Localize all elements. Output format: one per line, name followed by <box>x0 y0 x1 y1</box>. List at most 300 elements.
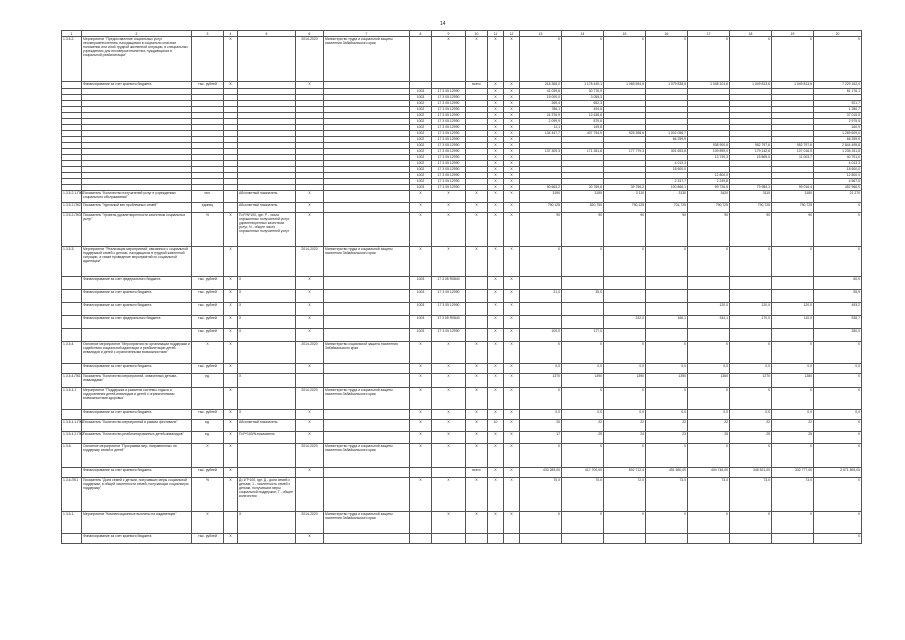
table-row <box>62 468 862 478</box>
table-cell: 4 567,5 <box>814 179 862 185</box>
table-cell: Х <box>488 161 504 167</box>
table-cell: Х <box>488 89 504 95</box>
table-cell: Х <box>520 342 562 364</box>
table-cell: 451 650,00 <box>646 468 688 478</box>
table-cell: 1 269 609,0 <box>814 131 862 137</box>
table-cell: тыс. рублей <box>192 277 224 290</box>
table-cell: 120,0 <box>688 303 730 316</box>
table-cell: 1 002 056,7 <box>646 131 688 137</box>
table-cell: Х <box>772 444 814 468</box>
table-cell: Показатель "Количество реабилитированных детей-инвалидов" <box>82 432 192 444</box>
table-cell: 1.3.6-ПК1 <box>62 478 82 512</box>
table-cell: 1002 <box>410 119 432 125</box>
table-cell: 280,0 <box>814 329 862 342</box>
table-cell: % <box>192 213 224 247</box>
table-cell: 2014-2020 <box>296 512 324 534</box>
table-cell: Х <box>646 512 688 534</box>
table-cell: 493,2 <box>814 303 862 316</box>
table-cell: 17 3 05 12990 <box>432 155 466 161</box>
table-cell: Х <box>488 213 504 247</box>
table-cell: Показатель "Удельный вес проблемных семей" <box>82 203 192 213</box>
table-cell: Х <box>814 203 862 213</box>
table-cell: 134 447,7 <box>520 131 562 137</box>
table-cell: Х <box>504 113 520 119</box>
column-number: 2 <box>82 31 192 37</box>
table-cell <box>296 478 324 512</box>
table-cell: Х <box>296 534 324 544</box>
table-cell: 301 693,8 <box>646 149 688 155</box>
table-cell: 1.3.6.1. <box>62 512 82 534</box>
table-cell <box>772 329 814 342</box>
table-cell <box>62 316 82 329</box>
table-cell: Х <box>504 277 520 290</box>
table-cell: Х <box>410 342 432 364</box>
table-cell: 17 3 05 12990 <box>432 329 466 342</box>
table-cell: Министерство труда и социальной защиты населения Забайкальского края <box>324 512 410 534</box>
table-cell: Х <box>504 512 520 534</box>
table-cell: Х <box>296 213 324 247</box>
table-cell: 0,0 <box>646 364 688 374</box>
table-cell: 938 900,6 <box>688 143 730 149</box>
column-number: 8 <box>410 31 432 37</box>
table-cell: 120,0 <box>730 303 772 316</box>
table-cell <box>62 410 82 420</box>
table-cell <box>224 191 238 203</box>
table-cell <box>646 534 688 544</box>
table-cell: Х <box>488 303 504 316</box>
table-cell: 3110 <box>730 191 772 203</box>
table-cell: Х <box>238 303 296 316</box>
table-cell: 0,0 <box>604 364 646 374</box>
table-cell <box>62 329 82 342</box>
table-cell: 18 600,0 <box>814 167 862 173</box>
table-cell: 0,0 <box>772 410 814 420</box>
table-cell: 110,0 <box>772 316 814 329</box>
table-cell: Х <box>504 374 520 388</box>
table-cell: 0,0 <box>562 364 604 374</box>
table-cell: 1002 <box>410 179 432 185</box>
table-cell: Х <box>562 512 604 534</box>
table-cell: 1002 <box>410 167 432 173</box>
table-cell: Х <box>504 468 520 478</box>
table-cell: Х <box>224 277 238 290</box>
column-number: 10 <box>466 31 488 37</box>
table-cell: Финансирование за счет краевого бюджета <box>82 290 192 303</box>
table-cell: Х <box>466 247 488 277</box>
table-cell: 177,0 <box>562 329 604 342</box>
table-cell: Х <box>296 316 324 329</box>
table-cell: Х <box>520 37 562 82</box>
table-row <box>62 420 862 432</box>
table-cell: 1360 <box>688 374 730 388</box>
table-cell: Х <box>646 444 688 468</box>
table-cell <box>562 277 604 290</box>
table-cell: 3150 <box>562 191 604 203</box>
table-cell: 24 376,9 <box>520 113 562 119</box>
table-cell: 0,0 <box>646 410 688 420</box>
table-row <box>62 444 862 468</box>
table-cell: Х <box>296 364 324 374</box>
table-cell: Х <box>488 173 504 179</box>
table-cell: 66 259,9 <box>814 137 862 143</box>
table-cell: 1003 <box>410 185 432 191</box>
table-cell: 22 <box>772 420 814 432</box>
table-cell: 2014-2020 <box>296 247 324 277</box>
table-cell: Показатель "Уровень удовлетворенности качеством социальных услуг" <box>82 213 192 247</box>
table-cell: Х <box>520 247 562 277</box>
table-cell: 1370 <box>520 374 562 388</box>
column-number: 13 <box>520 31 562 37</box>
table-cell: Х <box>488 137 504 143</box>
table-cell <box>730 534 772 544</box>
table-cell <box>238 37 296 82</box>
table-cell: 18 600,0 <box>646 167 688 173</box>
table-cell: 90 <box>520 213 562 247</box>
table-cell: 952 797,6 <box>730 143 772 149</box>
table-cell: 22 <box>688 420 730 432</box>
table-cell: Х <box>604 37 646 82</box>
table-cell: Х <box>504 432 520 444</box>
table-cell <box>520 303 562 316</box>
table-cell: Мероприятие "Компенсационные выплаты на иждивенцев" <box>82 512 192 534</box>
table-cell: 2 099,9 <box>520 119 562 125</box>
table-cell: 120,0 <box>772 303 814 316</box>
table-cell <box>238 388 296 410</box>
table-cell <box>324 82 410 89</box>
table-cell: 433 283,00 <box>520 468 562 478</box>
table-cell: Х <box>432 247 466 277</box>
table-cell: 502 712,4 <box>604 468 646 478</box>
column-number: 14 <box>562 31 604 37</box>
table-cell <box>192 388 224 410</box>
table-cell: Х <box>192 512 224 534</box>
table-cell: 786,1 <box>520 107 562 113</box>
table-cell: Х <box>504 342 520 364</box>
table-cell: Министерство труда и социальной защиты населения Забайкальского края <box>324 247 410 277</box>
table-cell: Х <box>504 290 520 303</box>
table-cell: 1003 <box>410 89 432 95</box>
table-cell: Х <box>410 444 432 468</box>
table-cell: Х <box>488 101 504 107</box>
table-cell: Х <box>504 131 520 137</box>
table-cell <box>688 277 730 290</box>
table-cell: Х <box>410 247 432 277</box>
table-cell: 3130 <box>646 191 688 203</box>
table-cell: Х <box>504 95 520 101</box>
table-cell: Основное мероприятие "Программа мер, направленных на поддержку семей и детей" <box>82 444 192 468</box>
table-cell: Х <box>296 277 324 290</box>
table-cell: Х <box>730 444 772 468</box>
table-cell <box>646 290 688 303</box>
table-cell: Х <box>488 512 504 534</box>
table-row <box>62 374 862 388</box>
table-cell: 17 3 05 12990 <box>432 131 466 137</box>
table-cell: 100 866,1 <box>646 185 688 191</box>
table-cell <box>488 534 504 544</box>
table-cell: Х <box>504 161 520 167</box>
table-cell: Х <box>410 203 432 213</box>
table-cell: Х <box>504 89 520 95</box>
table-cell <box>432 534 466 544</box>
table-cell: Х <box>562 247 604 277</box>
budget-table-sheet <box>61 30 860 588</box>
table-cell: Х <box>488 432 504 444</box>
table-row <box>62 82 862 89</box>
table-cell: 37 015,5 <box>814 113 862 119</box>
table-cell: 90 <box>604 213 646 247</box>
table-cell: Х <box>466 364 488 374</box>
table-cell: чел. <box>192 191 224 203</box>
table-cell: Х <box>504 173 520 179</box>
column-number: 5 <box>238 31 296 37</box>
table-cell: Х <box>432 191 466 203</box>
table-cell: 17 <box>520 432 562 444</box>
table-row <box>62 534 862 544</box>
table-cell: 0,0 <box>730 410 772 420</box>
table-cell: Х <box>504 37 520 82</box>
table-cell: Х <box>488 107 504 113</box>
table-cell: Х <box>488 149 504 155</box>
table-cell: Основное мероприятие "Мероприятия по организации поддержки и содействию социальной адаптации и реабилитации детей-инвалидов и детей с ограниченными возможностями" <box>82 342 192 364</box>
table-cell: 15 869,0 <box>730 155 772 161</box>
table-cell: Х <box>488 185 504 191</box>
table-cell: 17 3 05 12990 <box>432 107 466 113</box>
table-cell: Х <box>432 410 466 420</box>
table-cell: Х <box>488 478 504 512</box>
table-cell: Х <box>224 420 238 432</box>
table-cell: 2014-2020 <box>296 342 324 364</box>
table-cell: Х <box>772 342 814 364</box>
table-row <box>62 512 862 534</box>
table-cell: Х <box>772 247 814 277</box>
table-cell: Х <box>488 329 504 342</box>
table-cell <box>324 290 410 303</box>
table-row <box>62 277 862 290</box>
table-cell: 90 <box>562 213 604 247</box>
table-cell: Х <box>488 444 504 468</box>
table-cell: 17 3 05 12990 <box>432 125 466 131</box>
table-cell: Х <box>504 410 520 420</box>
table-cell: 3190 <box>520 191 562 203</box>
table-cell: 11 003,7 <box>772 155 814 161</box>
table-cell: Х <box>730 512 772 534</box>
table-cell: 1.3.5.2-ПК3 <box>62 213 82 247</box>
table-cell <box>192 37 224 82</box>
table-cell: Х <box>466 478 488 512</box>
table-cell: 417 700,00 <box>562 468 604 478</box>
table-cell: 0,0 <box>520 364 562 374</box>
table-cell: 99 016,4 <box>772 185 814 191</box>
table-cell: Х <box>814 420 862 432</box>
table-cell <box>62 290 82 303</box>
table-cell <box>520 277 562 290</box>
table-cell <box>238 364 296 374</box>
table-cell: Х <box>224 82 238 89</box>
table-cell <box>410 37 432 82</box>
table-cell: всего <box>466 82 488 89</box>
table-cell: 90 <box>646 213 688 247</box>
table-cell: Х <box>504 107 520 113</box>
table-cell: Х <box>432 203 466 213</box>
table-cell: 177 779,3 <box>604 149 646 155</box>
table-cell: Х <box>488 410 504 420</box>
table-cell: Х <box>192 342 224 364</box>
table-cell: 179 142,6 <box>730 149 772 155</box>
table-cell <box>324 277 410 290</box>
table-cell: 25 <box>688 432 730 444</box>
table-cell: Х <box>224 364 238 374</box>
table-cell: 73,0 <box>646 478 688 512</box>
table-cell: 404 746,00 <box>688 468 730 478</box>
table-cell <box>224 512 238 534</box>
table-cell: Х <box>730 342 772 364</box>
table-cell <box>324 420 410 432</box>
table-cell: Х <box>772 388 814 410</box>
table-cell: тыс. рублей <box>192 316 224 329</box>
table-cell: 17 3 05 12990 <box>432 161 466 167</box>
table-cell: 17 3 05 12990 <box>432 143 466 149</box>
table-cell: Финансирование за счет федерального бюджета <box>82 277 192 290</box>
table-cell: Х <box>488 167 504 173</box>
table-cell: Х <box>646 247 688 277</box>
table-cell <box>604 534 646 544</box>
table-cell: Мероприятие "Реализация мероприятий, связанных с социальной поддержкой семей с детьми, находящихся в трудной жизненной ситуации, а также проведение мероприятий по социальной адаптации" <box>82 247 192 277</box>
table-cell: Х <box>296 420 324 432</box>
table-cell: 790,125 <box>520 203 562 213</box>
table-cell: % <box>192 478 224 512</box>
table-cell: 701,725 <box>646 203 688 213</box>
table-cell: Х <box>730 247 772 277</box>
table-cell: Х <box>432 37 466 82</box>
table-cell: Х <box>504 101 520 107</box>
table-cell: 0,0 <box>520 410 562 420</box>
table-cell <box>324 374 410 388</box>
table-cell: Х <box>688 37 730 82</box>
page-number: 14 <box>440 21 446 27</box>
table-cell: 17 3 05 12990 <box>432 119 466 125</box>
table-cell: Х <box>730 37 772 82</box>
table-cell: ед. <box>192 420 224 432</box>
table-cell <box>466 329 488 342</box>
table-cell <box>688 329 730 342</box>
table-cell: Х <box>432 420 466 432</box>
table-cell: Х <box>432 342 466 364</box>
table-cell: Х <box>488 316 504 329</box>
table-cell: 232,0 <box>604 316 646 329</box>
table-row <box>62 388 862 410</box>
table-cell: Финансирование за счет краевого бюджета <box>82 364 192 374</box>
table-cell <box>604 303 646 316</box>
table-cell: Х <box>504 179 520 185</box>
table-cell: 17 3 05 12990 <box>432 179 466 185</box>
column-number: 18 <box>730 31 772 37</box>
table-cell: 73,0 <box>688 478 730 512</box>
table-cell: Х <box>504 119 520 125</box>
table-cell: 1 178 445,1 <box>562 82 604 89</box>
table-cell: Х <box>772 512 814 534</box>
table-cell <box>466 303 488 316</box>
table-cell <box>62 277 82 290</box>
table-cell <box>432 468 466 478</box>
table-cell: тыс. рублей <box>192 303 224 316</box>
table-cell: 20 <box>520 420 562 432</box>
column-number: 7 <box>324 31 410 37</box>
table-cell: 1002 <box>410 101 432 107</box>
table-cell: Х <box>604 512 646 534</box>
table-cell: 107 016,0 <box>772 149 814 155</box>
table-cell: Х <box>432 478 466 512</box>
table-cell: Х <box>688 247 730 277</box>
table-cell: Х <box>488 131 504 137</box>
table-cell: Х <box>814 534 862 544</box>
table-cell: 73,0 <box>730 478 772 512</box>
table-cell: Х <box>410 432 432 444</box>
table-cell: 13 749,3 <box>688 155 730 161</box>
table-cell: 23 <box>646 432 688 444</box>
table-cell <box>324 203 410 213</box>
table-cell: Х <box>432 444 466 468</box>
table-cell: 0,0 <box>814 410 862 420</box>
table-cell: 2 317,7 <box>646 179 688 185</box>
table-cell: 3 055,3 <box>562 95 604 101</box>
table-cell <box>730 290 772 303</box>
table-cell: 0,0 <box>730 364 772 374</box>
table-cell: Х <box>410 374 432 388</box>
column-number: 12 <box>504 31 520 37</box>
table-cell <box>772 534 814 544</box>
table-cell: Х <box>688 388 730 410</box>
table-cell: П=Р/N*100, где: Р - число опрошенных получателей услуг, удовлетворенных качеством услуг; N - общее число опрошенных получателей услуг <box>238 213 296 247</box>
table-cell: 652,3 <box>562 101 604 107</box>
table-cell: 30 769,6 <box>562 185 604 191</box>
table-cell <box>604 290 646 303</box>
table-cell: Х <box>488 388 504 410</box>
table-cell: Х <box>488 290 504 303</box>
table-cell: 921,7 <box>814 101 862 107</box>
table-cell: 99 726,5 <box>688 185 730 191</box>
table-cell: Х <box>238 410 296 420</box>
table-cell: 1003 <box>410 329 432 342</box>
table-cell <box>730 329 772 342</box>
table-row <box>62 191 862 203</box>
table-cell: Х <box>730 388 772 410</box>
table-cell: 12 638,6 <box>562 113 604 119</box>
table-cell: Х <box>646 388 688 410</box>
table-cell: Х <box>504 82 520 89</box>
table-cell: Х <box>432 374 466 388</box>
table-cell: 24 <box>604 432 646 444</box>
table-cell: 70,0 <box>562 478 604 512</box>
table-cell: Х <box>296 82 324 89</box>
table-cell: 25 <box>730 432 772 444</box>
table-cell: Х <box>224 247 238 277</box>
table-cell: Финансирование за счет краевого бюджета <box>82 82 192 89</box>
table-cell: Х <box>488 37 504 82</box>
table-cell <box>62 364 82 374</box>
column-number: 1 <box>62 31 82 37</box>
table-cell: 100,0 <box>520 329 562 342</box>
table-cell: Х <box>504 303 520 316</box>
table-cell: Х <box>238 316 296 329</box>
table-cell: Х <box>410 410 432 420</box>
table-cell: 30 776,9 <box>562 89 604 95</box>
table-cell: Х <box>224 329 238 342</box>
table-cell: 452 966,9 <box>814 185 862 191</box>
table-cell: Х <box>466 374 488 388</box>
table-cell: 2 249,8 <box>688 179 730 185</box>
table-cell: Х <box>296 432 324 444</box>
table-cell: Х <box>814 388 862 410</box>
